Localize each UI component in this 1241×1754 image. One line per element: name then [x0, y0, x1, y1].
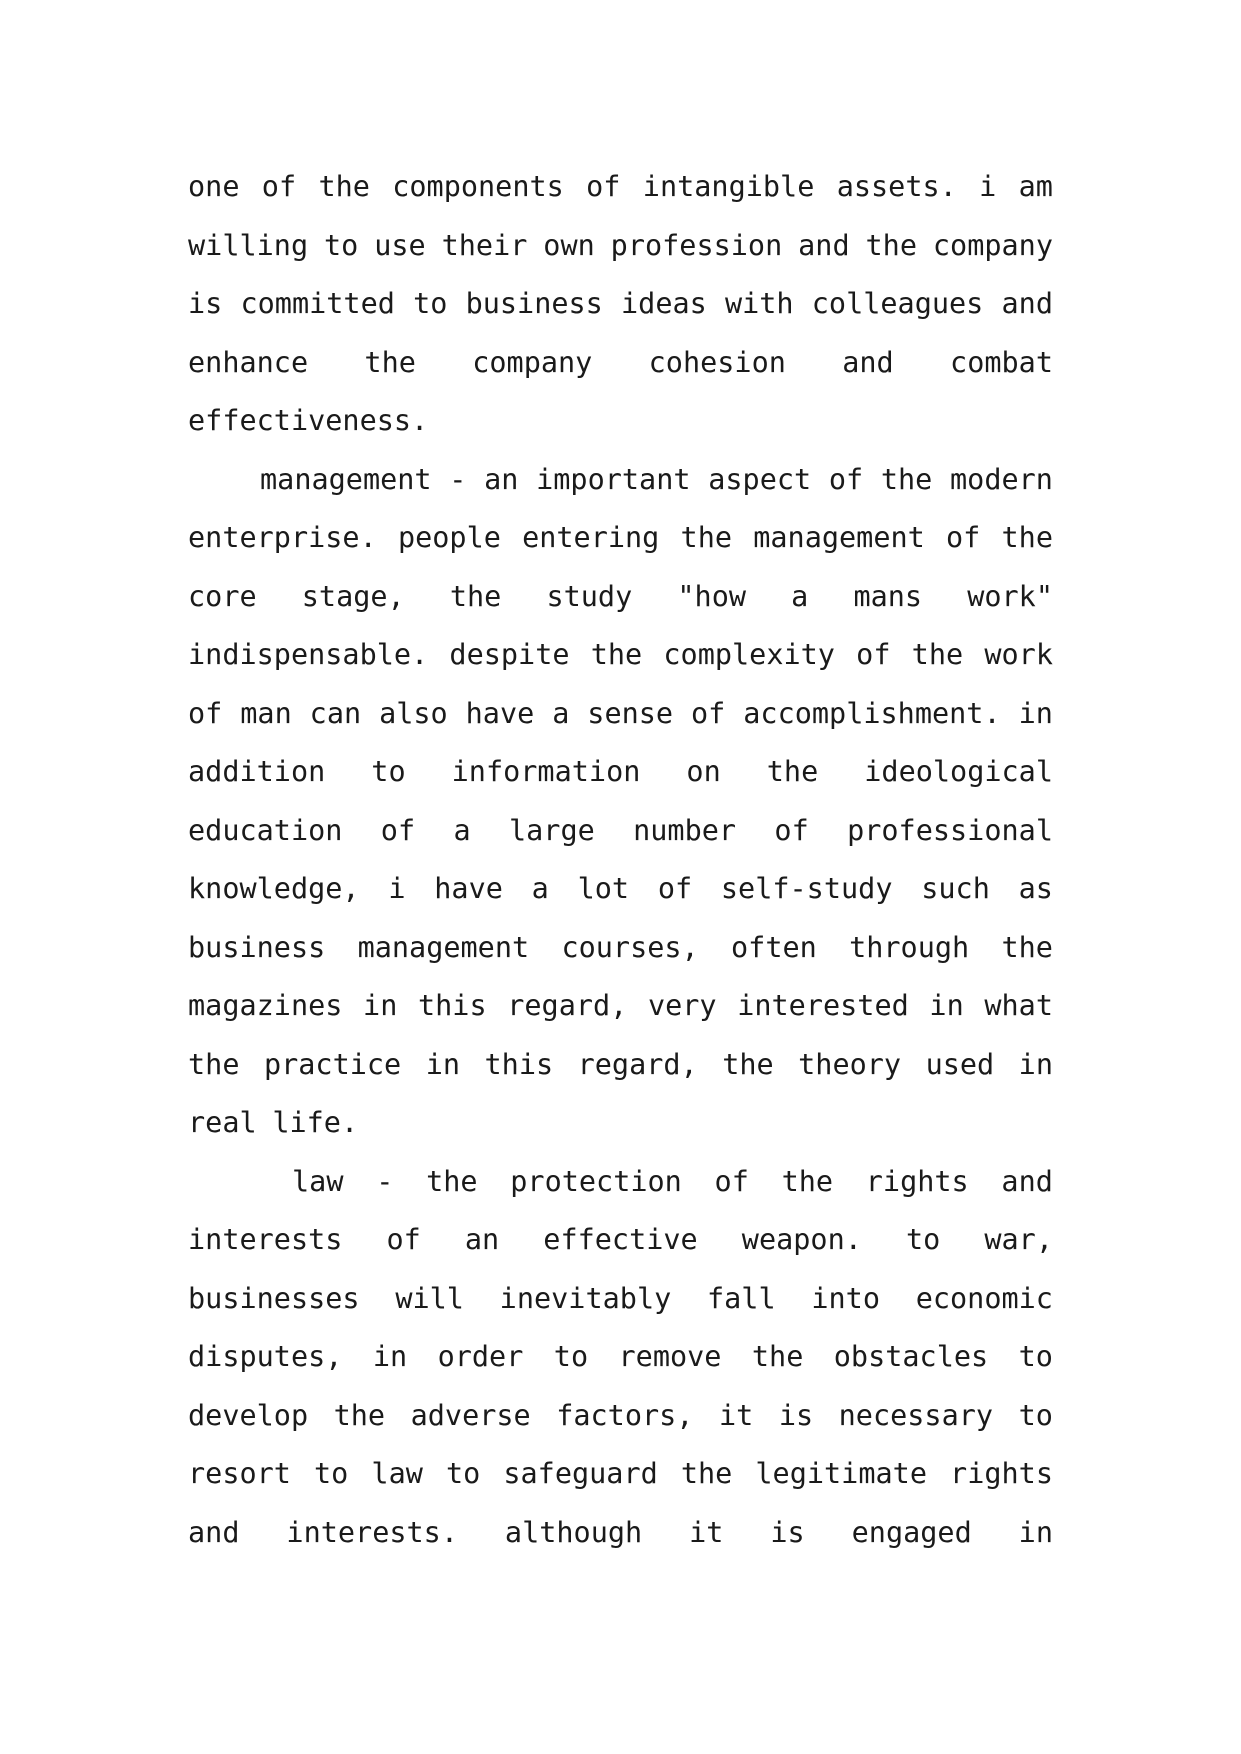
word: the — [880, 462, 933, 496]
word: the — [590, 638, 643, 671]
text-line — [188, 743, 1053, 802]
word: will — [395, 1281, 464, 1315]
word: safeguard — [503, 1457, 658, 1490]
word: disputes, — [188, 1340, 343, 1373]
word: am — [1018, 170, 1053, 203]
word: the — [188, 1047, 240, 1081]
text-line — [188, 509, 1053, 568]
word: the — [722, 1047, 774, 1081]
word: the — [865, 228, 917, 262]
word: businesses — [188, 1281, 360, 1315]
word: to — [413, 287, 448, 320]
word: of — [386, 1223, 421, 1256]
word: the — [680, 521, 733, 554]
word: courses, — [561, 930, 699, 964]
word: important — [536, 462, 691, 496]
word: indispensable. — [188, 638, 429, 671]
word: through — [849, 930, 970, 964]
word: core — [188, 579, 257, 613]
word: war, — [984, 1223, 1053, 1256]
word: a — [531, 872, 549, 905]
word: the — [426, 1164, 478, 1198]
word: to — [371, 755, 406, 788]
word: cohesion — [648, 345, 786, 379]
text-line — [188, 334, 1053, 393]
word: intangible — [642, 170, 815, 203]
word: i — [388, 872, 406, 905]
text-line — [188, 1036, 1053, 1095]
word: on — [686, 755, 721, 788]
word: despite — [449, 638, 570, 671]
word: the — [333, 1398, 386, 1432]
word: own — [543, 228, 595, 262]
text-line — [188, 685, 1053, 744]
word: professional — [847, 813, 1053, 847]
word: an — [484, 462, 519, 496]
text-line — [188, 158, 1053, 217]
word: information — [451, 755, 641, 788]
word: profession — [610, 228, 783, 262]
word: the — [911, 638, 964, 671]
word: to — [445, 1457, 481, 1490]
text-line — [188, 275, 1053, 334]
word: lot — [577, 872, 630, 905]
word: study — [546, 579, 633, 613]
word: their — [441, 228, 528, 262]
word: magazines — [188, 989, 343, 1022]
word: aspect — [708, 462, 812, 496]
text-line — [188, 1153, 1053, 1212]
word: and — [188, 1515, 240, 1549]
word: ideas — [621, 287, 707, 320]
word: in — [1018, 1515, 1053, 1549]
word: the — [680, 1457, 733, 1490]
word: effectiveness. — [188, 404, 429, 437]
word: colleagues — [811, 287, 984, 320]
word: law — [292, 1164, 344, 1198]
word: legitimate — [755, 1457, 927, 1490]
word: weapon. — [741, 1223, 862, 1256]
word: of — [657, 872, 693, 905]
word: management — [753, 521, 925, 554]
word: and — [842, 345, 894, 379]
word: of — [774, 813, 809, 847]
word: to — [324, 228, 359, 262]
word: interests — [188, 1223, 343, 1256]
word: education — [188, 813, 343, 847]
text-line — [188, 451, 1053, 510]
word: as — [1018, 872, 1053, 905]
word: of — [714, 1164, 749, 1198]
word: company — [472, 345, 593, 379]
word: use — [374, 228, 426, 262]
text-line — [188, 626, 1053, 685]
word: business — [465, 287, 603, 320]
word: willing — [188, 228, 309, 262]
word: it — [689, 1515, 724, 1549]
word: components — [392, 170, 564, 203]
word: work" — [967, 579, 1053, 613]
word: engaged — [851, 1515, 972, 1549]
word: in — [1018, 696, 1053, 730]
word: i — [979, 170, 997, 203]
word: rights — [865, 1164, 969, 1198]
word: is — [770, 1515, 805, 1549]
word: fall — [706, 1281, 776, 1315]
word: can — [309, 696, 362, 730]
word: remove — [618, 1340, 722, 1373]
word: order — [437, 1340, 524, 1373]
word: and — [1001, 287, 1053, 320]
word: very — [647, 989, 717, 1022]
word: the — [751, 1340, 804, 1373]
word: necessary — [838, 1398, 994, 1432]
word: management — [357, 930, 530, 964]
word: although — [504, 1515, 643, 1549]
word: this — [417, 989, 487, 1022]
word: protection — [510, 1164, 682, 1198]
text-line — [188, 1387, 1053, 1446]
word: interested — [737, 989, 909, 1022]
word: is — [188, 287, 223, 320]
word: regard, — [577, 1047, 698, 1081]
word: what — [984, 989, 1053, 1022]
word: self-study — [720, 872, 893, 905]
word: also — [379, 696, 448, 730]
word: in — [1018, 1047, 1053, 1081]
word: in — [372, 1340, 408, 1373]
word: mans — [853, 579, 923, 613]
word: assets. — [836, 170, 957, 203]
text-line — [188, 1094, 1053, 1153]
word: company — [932, 228, 1053, 262]
word: enterprise. — [188, 521, 377, 554]
word: combat — [950, 345, 1053, 379]
word: the — [1001, 930, 1053, 964]
word: of — [586, 170, 621, 203]
word: with — [724, 287, 794, 320]
word: man — [240, 696, 292, 730]
word: factors, — [556, 1398, 694, 1432]
word: large — [508, 813, 595, 847]
word: to — [553, 1340, 589, 1373]
word: in — [929, 989, 964, 1022]
word: obstacles — [833, 1340, 989, 1373]
word: effective — [543, 1223, 698, 1256]
word: people — [397, 521, 501, 554]
word: theory — [798, 1047, 902, 1081]
word: stage, — [301, 579, 405, 613]
word: of — [828, 462, 864, 496]
word: to — [1018, 1398, 1053, 1432]
word: develop — [188, 1398, 309, 1432]
word: to — [314, 1457, 349, 1490]
text-line — [188, 977, 1053, 1036]
word: of — [856, 638, 891, 671]
word: the — [364, 345, 416, 379]
word: modern — [950, 462, 1053, 496]
word: accomplishment. — [743, 696, 1001, 730]
word: business — [188, 930, 326, 964]
word: it — [718, 1398, 754, 1432]
word: in — [425, 1047, 461, 1081]
word: number — [633, 813, 737, 847]
word: regard, — [507, 989, 628, 1022]
text-line — [188, 802, 1053, 861]
word: work — [984, 638, 1053, 671]
text-line — [188, 1504, 1053, 1563]
word: economic — [915, 1281, 1053, 1315]
word: have — [465, 696, 535, 730]
word: practice — [263, 1047, 402, 1081]
text-line — [188, 217, 1053, 276]
word: the — [1001, 521, 1053, 554]
word: a — [453, 813, 471, 847]
text-line — [188, 1445, 1053, 1504]
word: complexity — [663, 638, 835, 671]
word: - — [449, 462, 467, 496]
word: law — [371, 1457, 423, 1490]
word: a — [791, 579, 809, 613]
text-line — [188, 1328, 1053, 1387]
word: interests. — [286, 1515, 458, 1549]
word: used — [925, 1047, 995, 1081]
word: an — [464, 1223, 500, 1256]
word: management — [260, 462, 432, 496]
word: is — [778, 1398, 814, 1432]
word: adverse — [410, 1398, 531, 1432]
word: "how — [677, 579, 747, 613]
word: real — [188, 1106, 257, 1139]
word: and — [798, 228, 850, 262]
text-line — [188, 568, 1053, 627]
word: such — [921, 872, 990, 905]
word: ideological — [864, 755, 1053, 788]
word: knowledge, — [188, 872, 360, 905]
text-line — [188, 1270, 1053, 1329]
word: the — [766, 755, 819, 788]
word: in — [363, 989, 398, 1022]
text-line — [188, 860, 1053, 919]
body-text — [188, 158, 1053, 1562]
word: life. — [272, 1106, 359, 1139]
word: rights — [950, 1457, 1053, 1490]
word: and — [1001, 1164, 1053, 1198]
word: to — [1018, 1340, 1053, 1373]
word: inevitably — [499, 1281, 672, 1315]
word: a — [552, 696, 570, 730]
word: into — [811, 1281, 880, 1315]
word: the — [318, 170, 370, 203]
word: the — [781, 1164, 834, 1198]
word: entering — [522, 521, 660, 554]
word: of — [188, 696, 223, 730]
word: of — [380, 813, 416, 847]
word: addition — [188, 755, 326, 788]
word: this — [484, 1047, 554, 1081]
word: one — [188, 170, 240, 203]
text-line — [188, 1211, 1053, 1270]
word: of — [261, 170, 297, 203]
word: committed — [240, 287, 395, 320]
word: resort — [188, 1457, 291, 1490]
word: have — [434, 872, 503, 905]
word: to — [905, 1223, 941, 1256]
word: enhance — [188, 345, 309, 379]
word: of — [691, 696, 726, 730]
text-line — [188, 919, 1053, 978]
word: sense — [587, 696, 674, 730]
word: of — [946, 521, 981, 554]
word: - — [376, 1164, 394, 1198]
text-line — [188, 392, 1053, 451]
word: the — [449, 579, 502, 613]
word: often — [731, 930, 817, 964]
